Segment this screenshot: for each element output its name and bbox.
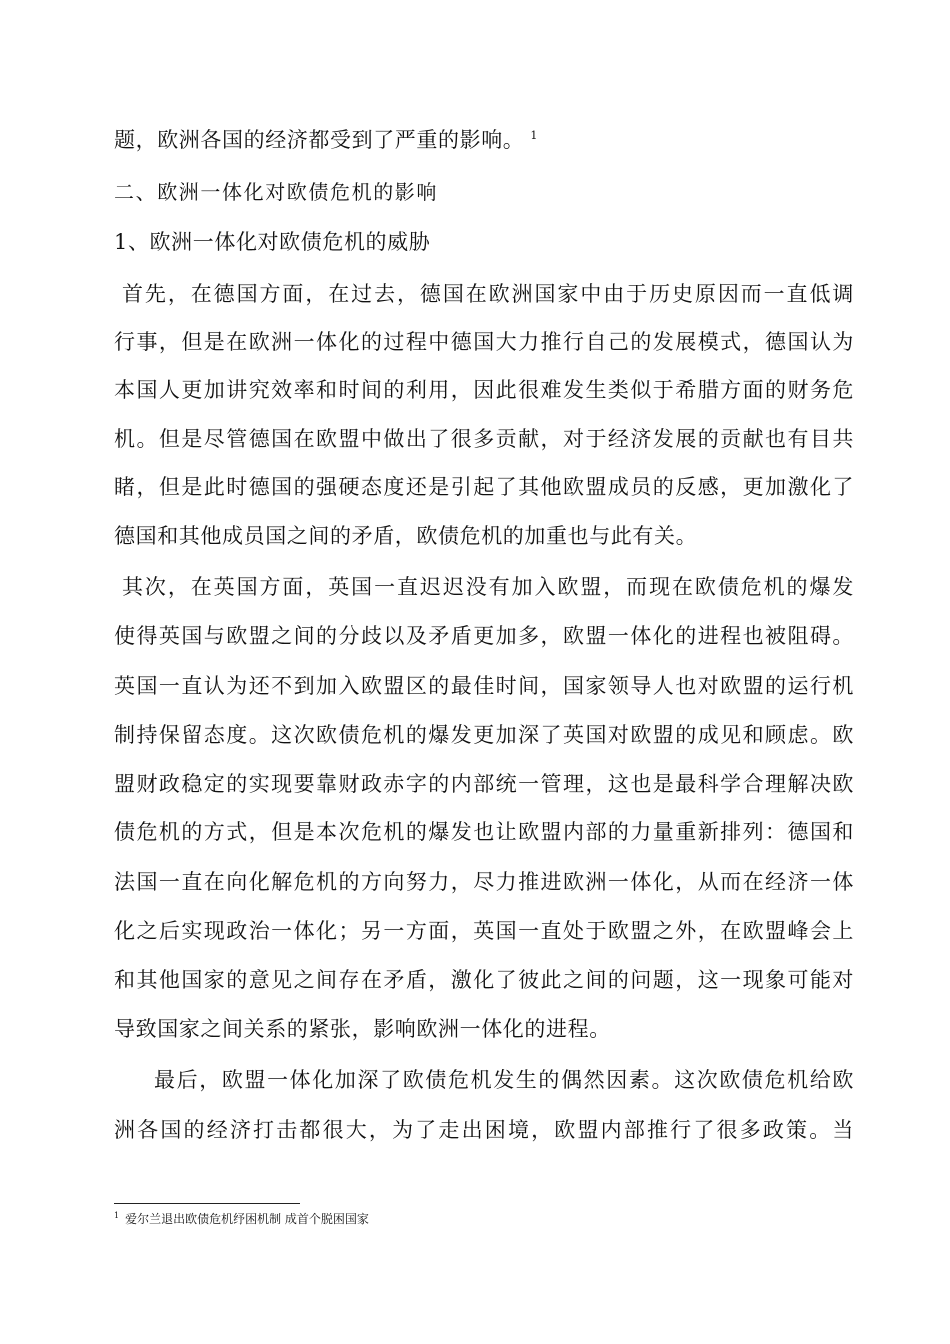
paragraph-germany-line: 德国和其他成员国之间的矛盾，欧债危机的加重也与此有关。 [114,524,698,548]
paragraph-britain-line: 英国一直认为还不到加入欧盟区的最佳时间，国家领导人也对欧盟的运行机 [114,674,854,698]
paragraph-britain-line: 导致国家之间关系的紧张，影响欧洲一体化的进程。 [114,1017,611,1041]
paragraph-finally-line: 最后，欧盟一体化加深了欧债危机发生的偶然因素。这次欧债危机给欧 [154,1068,854,1092]
paragraph-germany-line: 本国人更加讲究效率和时间的利用，因此很难发生类似于希腊方面的财务危 [114,378,854,402]
paragraph-britain-line: 使得英国与欧盟之间的分歧以及矛盾更加多，欧盟一体化的进程也被阻碍。 [114,624,854,648]
paragraph-germany-line: 行事，但是在欧洲一体化的过程中德国大力推行自己的发展模式，德国认为 [114,330,854,354]
paragraph-britain-line: 化之后实现政治一体化；另一方面，英国一直处于欧盟之外，在欧盟峰会上 [114,919,854,943]
footnote-text: 爱尔兰退出欧债危机纾困机制 成首个脱困国家 [125,1212,369,1226]
paragraph-britain-line: 制持保留态度。这次欧债危机的爆发更加深了英国对欧盟的成见和顾虑。欧 [114,723,854,747]
section-heading: 二、欧洲一体化对欧债危机的影响 [114,180,438,204]
footnote-number: 1 [114,1211,120,1220]
paragraph-germany-line: 睹，但是此时德国的强硬态度还是引起了其他欧盟成员的反感，更加激化了 [114,475,854,499]
subsection-heading: 1、欧洲一体化对欧债危机的威胁 [114,230,431,254]
paragraph-finally-line: 洲各国的经济打击都很大，为了走出困境，欧盟内部推行了很多政策。当 [114,1118,854,1142]
paragraph-britain-line: 法国一直在向化解危机的方向努力，尽力推进欧洲一体化，从而在经济一体 [114,870,854,894]
footnote-reference[interactable]: 1 [530,129,539,142]
paragraph-germany-line: 机。但是尽管德国在欧盟中做出了很多贡献，对于经济发展的贡献也有目共 [114,427,854,451]
intro-line [114,126,854,154]
paragraph-britain-line: 和其他国家的意见之间存在矛盾，激化了彼此之间的问题，这一现象可能对 [114,968,854,992]
footnote-divider [114,1203,300,1204]
paragraph-britain-line: 其次，在英国方面，英国一直迟迟没有加入欧盟，而现在欧债危机的爆发 [122,575,854,599]
paragraph-britain-line: 盟财政稳定的实现要靠财政赤字的内部统一管理，这也是最科学合理解决欧 [114,772,854,796]
footnote [114,1210,369,1228]
paragraph-britain-line: 债危机的方式，但是本次危机的爆发也让欧盟内部的力量重新排列：德国和 [114,820,854,844]
paragraph-germany-line: 首先，在德国方面，在过去，德国在欧洲国家中由于历史原因而一直低调 [122,282,854,306]
intro-text: 题，欧洲各国的经济都受到了严重的影响。 [114,128,525,152]
